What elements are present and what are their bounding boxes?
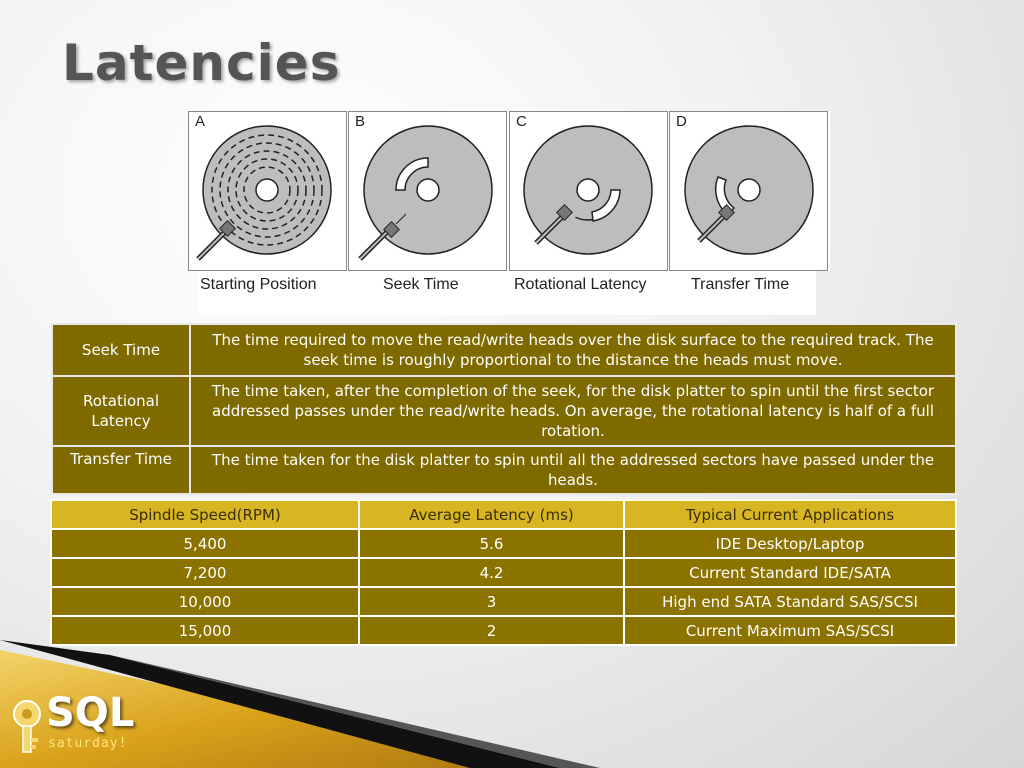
sql-saturday-logo: [10, 690, 170, 760]
table-row: [51, 529, 956, 558]
column-header: Average Latency (ms): [359, 500, 624, 529]
table-cell: High end SATA Standard SAS/SCSI: [624, 587, 956, 616]
table-row: [52, 376, 956, 446]
caption-transfer-time: Transfer Time: [691, 276, 790, 293]
table-cell: 15,000: [51, 616, 359, 645]
disk-latency-diagram: [188, 111, 830, 315]
table-cell: 5.6: [359, 529, 624, 558]
table-row: [51, 558, 956, 587]
description-cell: The time required to move the read/write heads over the disk surface to the required track. The seek time is roughly proportional to the distance the heads must move.: [190, 324, 956, 376]
table-cell: 5,400: [51, 529, 359, 558]
table-cell: 3: [359, 587, 624, 616]
table-cell: Current Standard IDE/SATA: [624, 558, 956, 587]
page-title: Latencies: [62, 34, 341, 92]
table-cell: 10,000: [51, 587, 359, 616]
caption-seek-time: Seek Time: [383, 276, 459, 293]
table-cell: 2: [359, 616, 624, 645]
spindle-speed-table: [50, 499, 957, 646]
table-header-row: [51, 500, 956, 529]
logo-text-saturday: saturday!: [48, 736, 128, 751]
description-cell: The time taken, after the completion of the seek, for the disk platter to spin until the first sector addressed passes under the read/write heads. On average, the rotational latency is half of a full rotation.: [190, 376, 956, 446]
caption-starting-position: Starting Position: [200, 276, 317, 293]
logo-text-sql: SQL: [46, 690, 135, 736]
table-cell: Current Maximum SAS/SCSI: [624, 616, 956, 645]
disk-platter-c: [524, 126, 652, 254]
disk-platter-d: [685, 126, 813, 254]
table-row: [52, 324, 956, 376]
column-header: Spindle Speed(RPM): [51, 500, 359, 529]
description-cell: The time taken for the disk platter to spin until all the addressed sectors have passed under the heads.: [190, 446, 956, 494]
table-cell: 4.2: [359, 558, 624, 587]
column-header: Typical Current Applications: [624, 500, 956, 529]
table-cell: 7,200: [51, 558, 359, 587]
table-cell: IDE Desktop/Laptop: [624, 529, 956, 558]
panel-letter-a: A: [195, 113, 206, 130]
definitions-table: [51, 323, 957, 495]
term-cell: Rotational Latency: [52, 376, 190, 446]
panel-letter-c: C: [516, 113, 527, 130]
key-icon: [10, 698, 50, 758]
term-cell: Transfer Time: [52, 446, 190, 494]
caption-rotational-latency: Rotational Latency: [514, 276, 647, 293]
term-cell: Seek Time: [52, 324, 190, 376]
table-row: [52, 446, 956, 494]
panel-letter-b: B: [355, 113, 366, 130]
panel-letter-d: D: [676, 113, 687, 130]
table-row: [51, 587, 956, 616]
table-row: [51, 616, 956, 645]
